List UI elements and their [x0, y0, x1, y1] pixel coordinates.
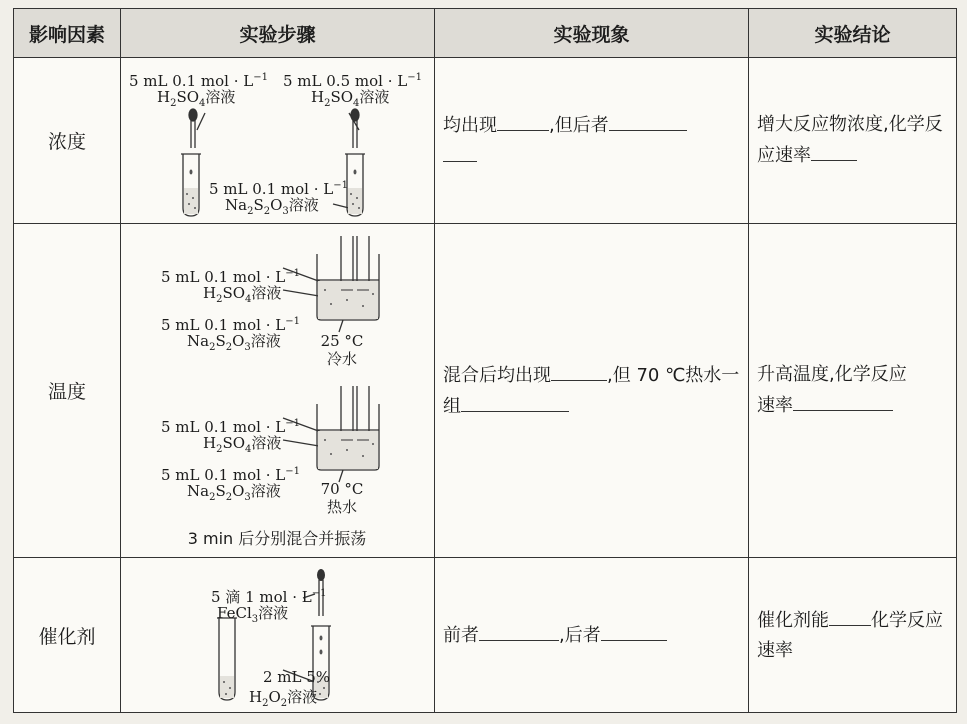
header-phenomenon: 实验现象	[435, 9, 749, 58]
phenomenon-concentration: 均出现 ,但后者	[435, 58, 749, 224]
cold-temp-label: 25 °C	[320, 332, 364, 350]
phenomenon-catalyst: 前者 ,后者	[435, 558, 749, 713]
cold-water-label: 冷水	[326, 350, 357, 368]
left-acid-solution: $H_2SO_4$溶液	[157, 88, 236, 109]
conclusion-catalyst: 催化剂能 化学反应速率	[749, 558, 957, 713]
left-acid-label: 5 mL 0.1 mol · $L^{-1}$	[129, 72, 268, 90]
conclusion-temperature: 升高温度,化学反应 速率	[749, 224, 957, 558]
thiosulfate-solution: $Na_2S_2O_3$溶液	[225, 196, 319, 217]
header-steps: 实验步骤	[121, 9, 435, 58]
row-temperature	[14, 224, 957, 558]
mixing-caption: 3 min 后分别混合并振荡	[187, 529, 367, 548]
row-catalyst	[14, 558, 957, 713]
header-conclusion: 实验结论	[749, 9, 957, 58]
experiment-table	[13, 8, 957, 713]
fecl3-label: 5 滴 1 mol · $L^{-1}$	[211, 588, 327, 606]
cold-acid-solution: $H_2SO_4$溶液	[203, 284, 282, 305]
thiosulfate-label: 5 mL 0.1 mol · $L^{-1}$	[209, 180, 348, 198]
temperature-figure	[121, 224, 435, 558]
factor-temperature: 温度	[14, 224, 121, 558]
hot-salt-label: 5 mL 0.1 mol · $L^{-1}$	[161, 466, 300, 484]
catalyst-figure	[121, 558, 435, 713]
conclusion-concentration: 增大反应物浓度,化学反应速率	[749, 58, 957, 224]
factor-concentration: 浓度	[14, 58, 121, 224]
cold-acid-label: 5 mL 0.1 mol · $L^{-1}$	[161, 268, 300, 286]
header-row	[14, 9, 957, 58]
cold-salt-solution: $Na_2S_2O_3$溶液	[187, 332, 281, 353]
concentration-figure	[121, 58, 435, 224]
row-concentration	[14, 58, 957, 224]
header-factor: 影响因素	[14, 9, 121, 58]
hot-acid-label: 5 mL 0.1 mol · $L^{-1}$	[161, 418, 300, 436]
h2o2-solution: $H_2O_2$溶液	[249, 688, 318, 709]
factor-catalyst: 催化剂	[14, 558, 121, 713]
hot-salt-solution: $Na_2S_2O_3$溶液	[187, 482, 281, 503]
hot-acid-solution: $H_2SO_4$溶液	[203, 434, 282, 455]
phenomenon-temperature: 混合后均出现 ,但 70 ℃热水一组	[435, 224, 749, 558]
right-acid-solution: $H_2SO_4$溶液	[311, 88, 390, 109]
hot-water-label: 热水	[326, 498, 357, 516]
cold-salt-label: 5 mL 0.1 mol · $L^{-1}$	[161, 316, 300, 334]
fecl3-solution: FeCl$_3$溶液	[217, 604, 289, 625]
hot-temp-label: 70 °C	[320, 480, 364, 498]
h2o2-label: 2 mL 5%	[263, 668, 331, 686]
right-acid-label: 5 mL 0.5 mol · $L^{-1}$	[283, 72, 422, 90]
